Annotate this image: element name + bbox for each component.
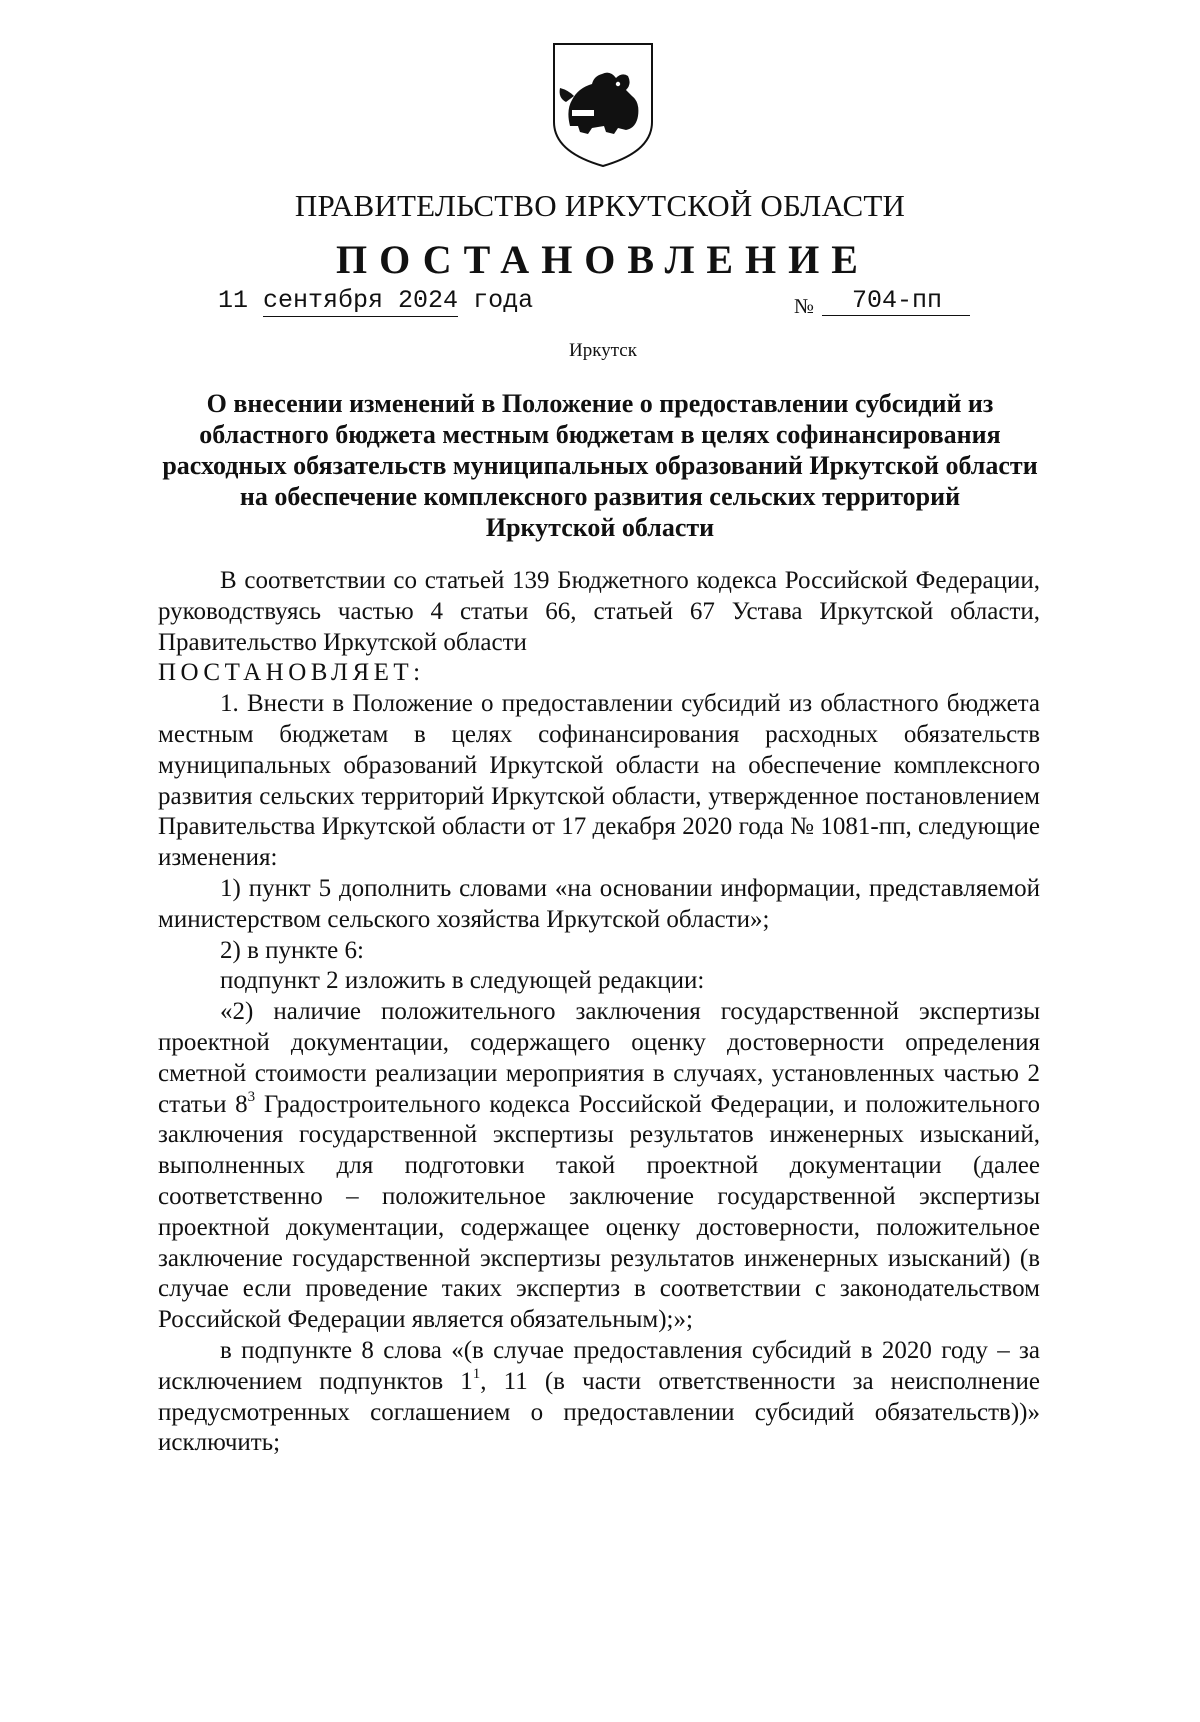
subitem-8-text-b: , 11 (в части ответственности за неисполнение предусмотренных соглашением о предоставлении субсидий обязательств))» исключить; bbox=[158, 1367, 1040, 1457]
item-1-paragraph: 1. Внести в Положение о предоставлении субсидий из областного бюджета местным бюджетам в целях софинансирования расходных обязательств муниципальных образований Иркутской области на обеспечение комплексного развития сельских территорий Иркутской области, утвержденное постановлением Правительства Иркутской области от 17 декабря 2020 года № 1081-пп, следующие изменения: bbox=[158, 690, 1040, 872]
subitem-2-text-b: Градостроительного кодекса Российской Федерации, и положительного заключения государственной экспертизы результатов инженерных изысканий, выполненных для подготовки такой проектной документации (далее соответственно – положительное заключение государственной экспертизы проектной документации, содержащее оценку достоверности, положительное заключение государственной экспертизы результатов инженерных изысканий) (в случае если проведение таких экспертиз в соответствии с законодательством Российской Федерации является обязательным);»; bbox=[158, 1090, 1040, 1334]
subitem-2-text-a: «2) наличие положительного заключения государственной экспертизы проектной документации, содержащего оценку достоверности определения сметной стоимости реализации мероприятия в случаях, установленных частью 2 статьи 8 bbox=[158, 998, 1040, 1118]
city: Иркутск bbox=[569, 340, 637, 361]
item-1-1-paragraph: 1) пункт 5 дополнить словами «на основании информации, представляемой министерством сельского хозяйства Иркутской области»; bbox=[158, 874, 1040, 933]
title-line: областного бюджета местным бюджетам в целях софинансирования bbox=[199, 420, 1001, 449]
document-date bbox=[218, 286, 533, 315]
title-line: Иркутской области bbox=[485, 513, 715, 542]
item-1-2-paragraph: 2) в пункте 6: bbox=[220, 936, 364, 964]
title-line: расходных обязательств муниципальных образований Иркутской области bbox=[162, 451, 1038, 480]
number-value: 704-пп bbox=[822, 286, 970, 316]
document-number bbox=[794, 286, 970, 316]
subitem-8-paragraph bbox=[158, 1336, 1040, 1459]
subitem-2-intro: подпункт 2 изложить в следующей редакции: bbox=[220, 967, 705, 995]
document-type: ПОСТАНОВЛЕНИЕ bbox=[336, 237, 870, 282]
organization-name: ПРАВИТЕЛЬСТВО ИРКУТСКОЙ ОБЛАСТИ bbox=[294, 188, 906, 223]
date-month-year: сентября 2024 bbox=[263, 286, 459, 315]
resolves-heading: ПОСТАНОВЛЯЕТ: bbox=[158, 659, 425, 687]
date-suffix: года bbox=[473, 286, 534, 315]
document-title bbox=[160, 388, 1040, 543]
title-line: на обеспечение комплексного развития сельских территорий bbox=[239, 482, 961, 511]
superscript: 1 bbox=[472, 1366, 481, 1383]
date-day: 11 bbox=[218, 286, 249, 315]
subitem-2-text bbox=[158, 997, 1040, 1336]
number-sign: № bbox=[794, 294, 815, 318]
document-body bbox=[158, 566, 1040, 1459]
coat-of-arms-emblem bbox=[548, 40, 658, 170]
subitem-8-text-a: в подпункте 8 слова «(в случае предоставления субсидий в 2020 году – за исключением подпунктов 1 bbox=[158, 1336, 1040, 1395]
title-line: О внесении изменений в Положение о предоставлении субсидий из bbox=[206, 389, 994, 418]
preamble-paragraph: В соответствии со статьей 139 Бюджетного кодекса Российской Федерации, руководствуясь частью 4 статьи 66, статьей 67 Устава Иркутской области, Правительство Иркутской области bbox=[158, 567, 1040, 656]
superscript: 3 bbox=[247, 1089, 256, 1106]
